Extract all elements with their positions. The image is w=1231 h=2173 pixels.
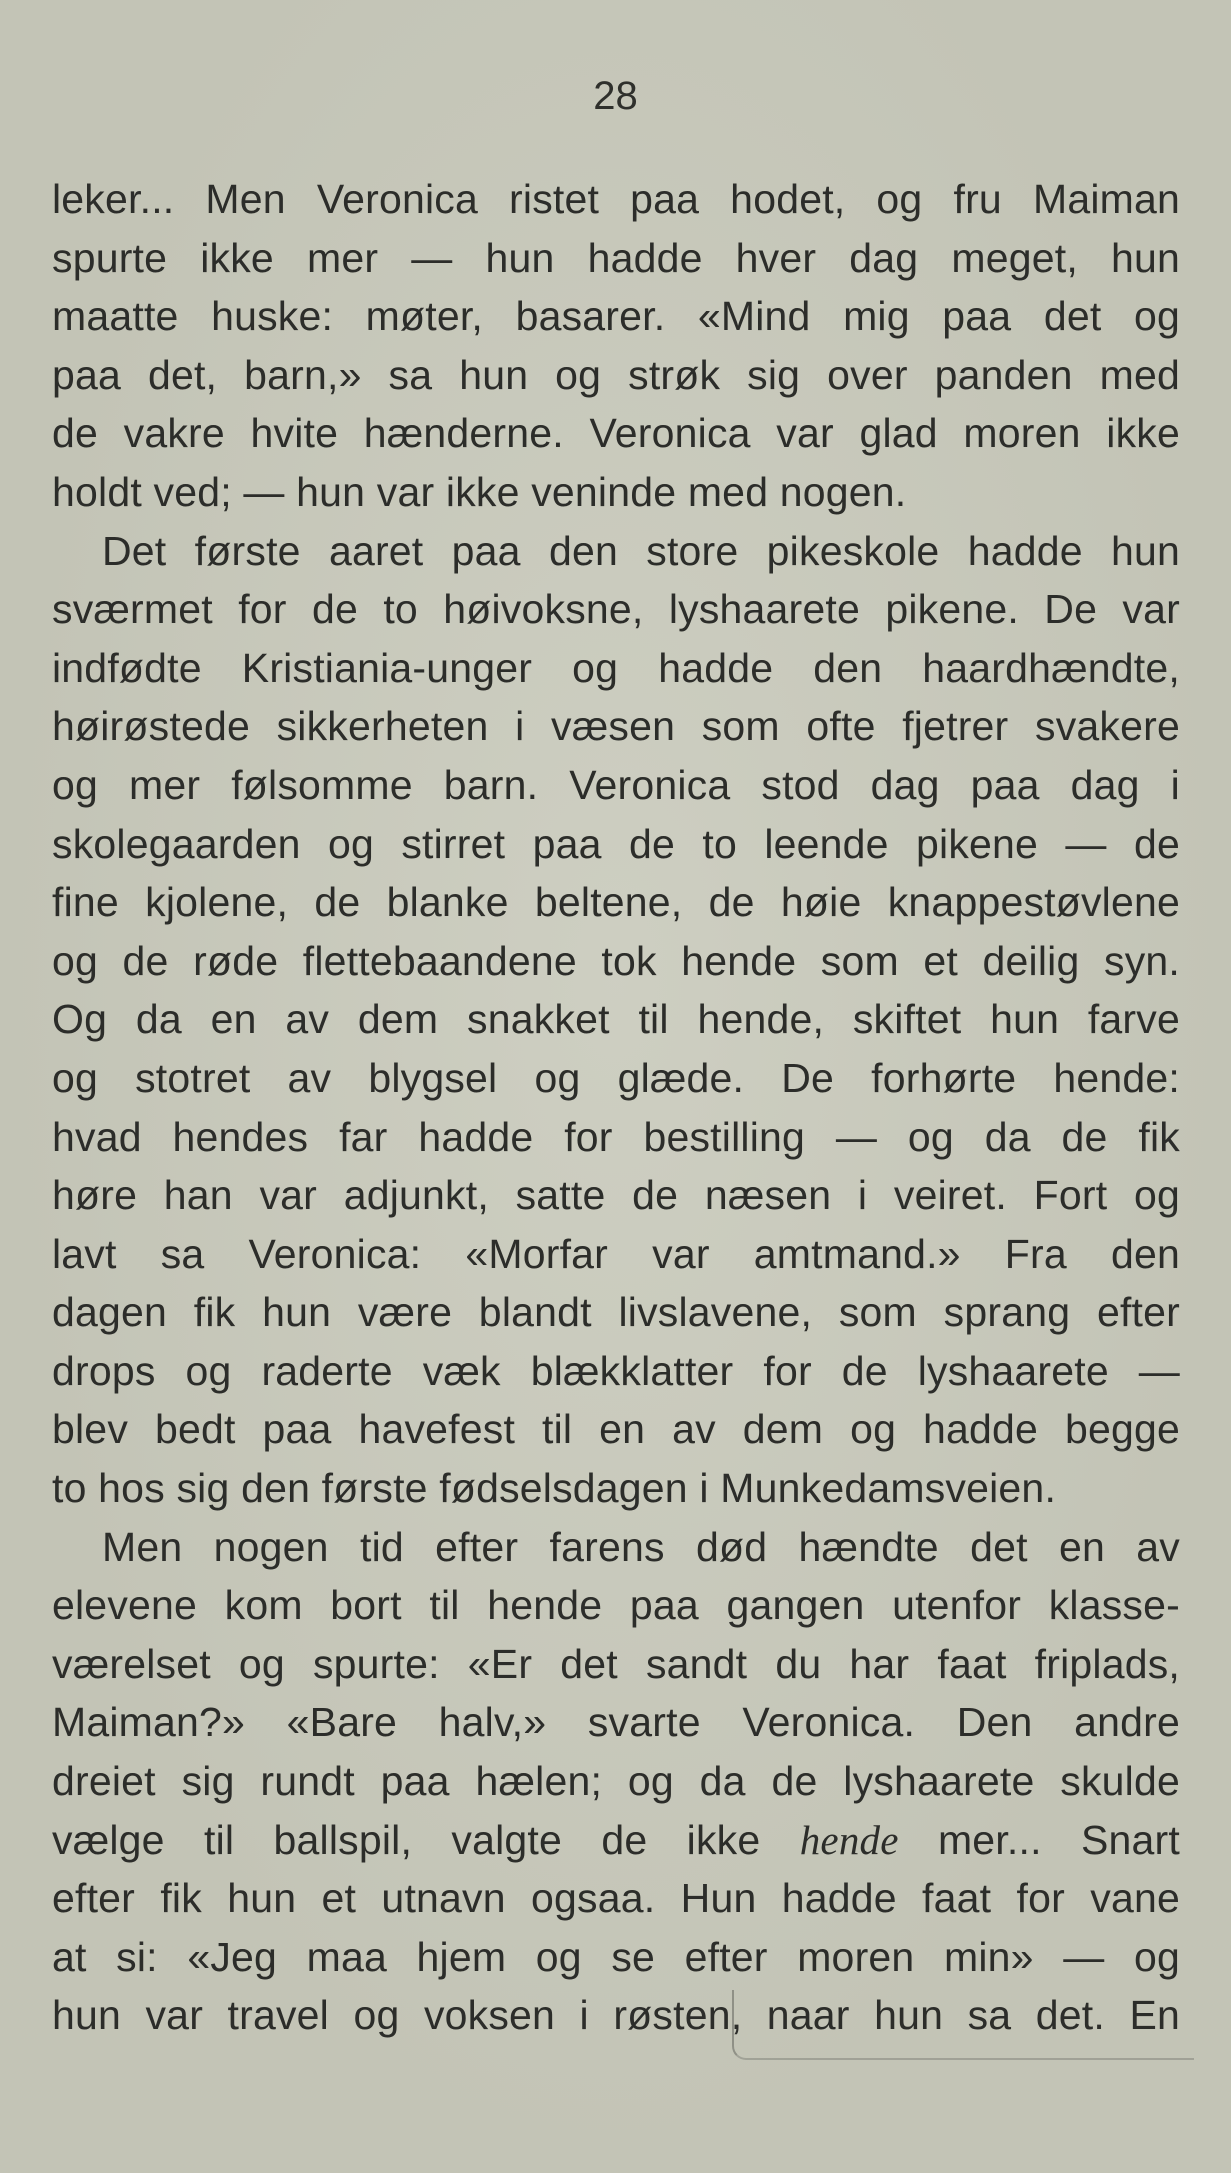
text-line: værelset og spurte: «Er det sandt du har faat friplads,	[52, 1640, 1180, 1687]
text-line: dagen fik hun være blandt livslavene, som sprang efter	[52, 1289, 1180, 1336]
page-number: 28	[593, 74, 638, 118]
text-line: og stotret av blygsel og glæde. De forhørte hende:	[52, 1054, 1180, 1101]
text-line: elevene kom bort til hende paa gangen utenfor klasse-	[52, 1582, 1180, 1629]
text-line: blev bedt paa havefest til en av dem og hadde begge	[52, 1406, 1180, 1453]
text-line: Maiman?» «Bare halv,» svarte Veronica. Den andre	[52, 1699, 1180, 1746]
text-line: spurte ikke mer — hun hadde hver dag meget, hun	[52, 234, 1180, 281]
text-line: høre han var adjunkt, satte de næsen i veiret. Fort og	[52, 1172, 1180, 1219]
text-line: indfødte Kristiania-unger og hadde den haardhændte,	[52, 644, 1180, 691]
text-line: Og da en av dem snakket til hende, skiftet hun farve	[52, 996, 1180, 1043]
text-line: skolegaarden og stirret paa de to leende pikene — de	[52, 820, 1180, 867]
text-line: leker... Men Veronica ristet paa hodet, og fru Maiman	[52, 176, 1180, 222]
text-line: Men nogen tid efter farens død hændte det en av	[102, 1523, 1180, 1570]
text-line: to hos sig den første fødselsdagen i Munkedamsveien.	[52, 1465, 1057, 1512]
text-line: sværmet for de to høivoksne, lyshaarete pikene. De var	[52, 586, 1180, 633]
text-line: maatte huske: møter, basarer. «Mind mig paa det og	[52, 293, 1180, 340]
text-line: hun var travel og voksen i røsten, naar hun sa det. En	[52, 1992, 1180, 2039]
text-line: dreiet sig rundt paa hælen; og da de lyshaarete skulde	[52, 1758, 1180, 1805]
text-line: hvad hendes far hadde for bestilling — og da de fik	[52, 1113, 1180, 1160]
text-line: og mer følsomme barn. Veronica stod dag paa dag i	[52, 761, 1180, 808]
paper-crease-mark	[732, 1990, 1194, 2060]
text-line: høirøstede sikkerheten i væsen som ofte fjetrer svakere	[52, 703, 1180, 750]
text-line: holdt ved; — hun var ikke veninde med nogen.	[52, 468, 907, 515]
emphasized-word: hende	[799, 1816, 899, 1863]
text-line: at si: «Jeg maa hjem og se efter moren min» — og	[52, 1933, 1180, 1980]
body-text	[52, 170, 1180, 2045]
text-line: og de røde flettebaandene tok hende som et deilig syn.	[52, 937, 1180, 984]
text-line: paa det, barn,» sa hun og strøk sig over panden med	[52, 351, 1180, 398]
text-line: vælge til ballspil, valgte de ikke hende mer... Snart	[52, 1816, 1180, 1863]
text-line: lavt sa Veronica: «Morfar var amtmand.» Fra den	[52, 1230, 1180, 1277]
text-line: Det første aaret paa den store pikeskole hadde hun	[102, 527, 1180, 574]
text-line: efter fik hun et utnavn ogsaa. Hun hadde faat for vane	[52, 1875, 1180, 1922]
text-line: fine kjolene, de blanke beltene, de høie knappestøvlene	[52, 879, 1180, 926]
text-line: drops og raderte væk blækklatter for de lyshaarete —	[52, 1347, 1180, 1394]
text-line: de vakre hvite hænderne. Veronica var glad moren ikke	[52, 410, 1180, 457]
